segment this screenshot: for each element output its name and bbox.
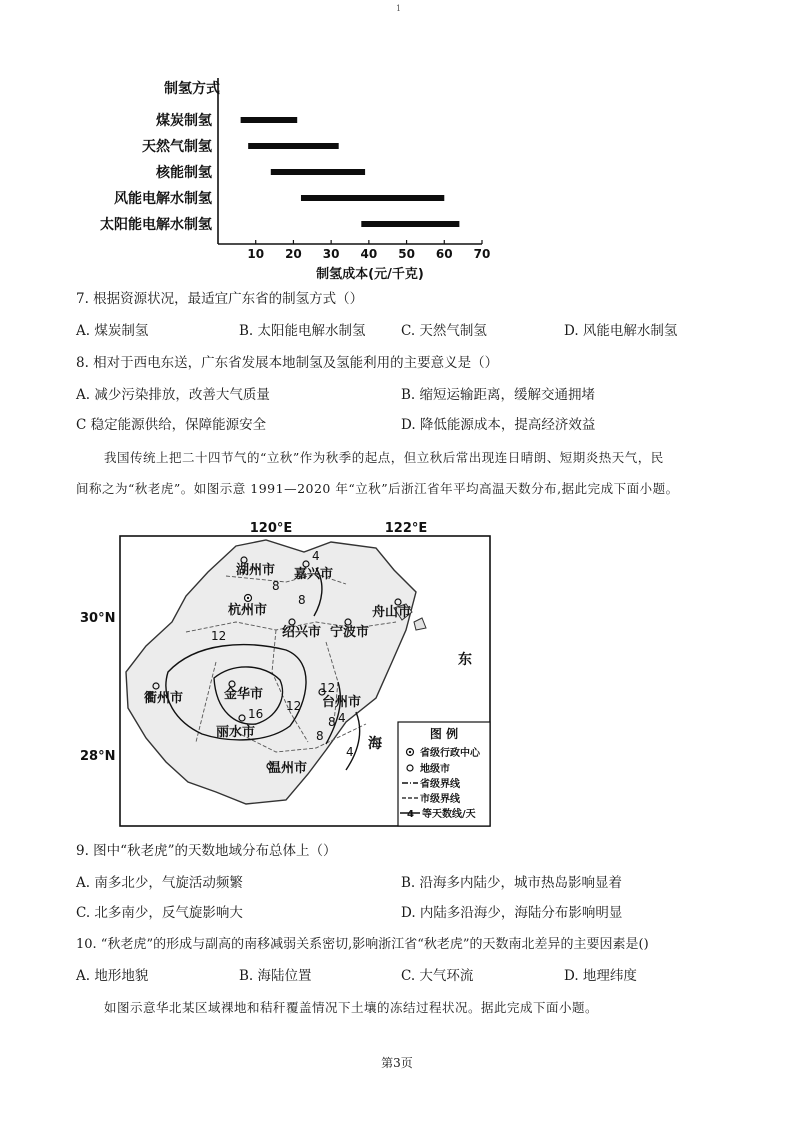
q7-option-c[interactable]: C. 天然气制氢 xyxy=(401,323,487,339)
isoline-value-7: 12 xyxy=(320,681,336,695)
legend-item-city-border: 市级界线 xyxy=(420,794,460,805)
city-huzhou: 湖州市 xyxy=(236,563,276,578)
q8-option-c[interactable]: C 稳定能源供给，保障能源安全 xyxy=(76,417,267,433)
q9-option-c[interactable]: C. 北多南少，反气旋影响大 xyxy=(76,905,243,921)
city-lishui: 丽水市 xyxy=(216,725,256,740)
q10-option-b[interactable]: B. 海陆位置 xyxy=(239,968,312,984)
range-bar-4 xyxy=(301,195,444,201)
q10-stem: 10. “秋老虎”的形成与副高的南移减弱关系密切,影响浙江省“秋老虎”的天数南北差异的主要因素是() xyxy=(76,937,649,952)
x-tick-label-50: 50 xyxy=(398,247,415,261)
chart-ylabel: 制氢方式 xyxy=(164,81,220,97)
isoline-value-4: 12 xyxy=(211,629,227,643)
city-shaoxing: 绍兴市 xyxy=(282,625,322,640)
isoline-value-3: 8 xyxy=(298,593,306,607)
x-tick-label-70: 70 xyxy=(473,247,491,261)
lon-label-122: 122°E xyxy=(384,521,428,536)
x-tick-label-40: 40 xyxy=(360,247,378,261)
category-label-3: 核能制氢 xyxy=(156,165,212,181)
range-bar-3 xyxy=(271,169,365,175)
category-label-5: 太阳能电解水制氢 xyxy=(100,217,212,233)
legend-isoline-sample: 4 xyxy=(407,809,414,820)
legend-item-prefecture-city: 地级市 xyxy=(420,764,450,775)
isoline-value-1: 4 xyxy=(312,549,320,563)
city-marker-hangzhou-dot xyxy=(247,597,249,599)
sea-label-hai: 海 xyxy=(368,736,382,752)
legend-item-provincial-border: 省级界线 xyxy=(420,779,460,790)
lat-label-30: 30°N xyxy=(80,611,116,626)
category-label-4: 风能电解水制氢 xyxy=(114,191,212,207)
lat-label-28: 28°N xyxy=(80,749,116,764)
range-bar-1 xyxy=(241,117,298,123)
zhejiang-map xyxy=(76,512,496,830)
isoline-value-9: 4 xyxy=(338,711,346,725)
x-tick-label-10: 10 xyxy=(247,247,265,261)
q8-option-d[interactable]: D. 降低能源成本，提高经济效益 xyxy=(401,417,596,433)
legend-provincial-center-dot xyxy=(409,751,411,753)
x-tick-label-20: 20 xyxy=(285,247,302,261)
intro2-line1: 我国传统上把二十四节气的“立秋”作为秋季的起点，但立秋后常出现连日晴朗、短期炎热天气，民 xyxy=(104,450,664,465)
city-ningbo: 宁波市 xyxy=(330,625,370,640)
q7-option-d[interactable]: D. 风能电解水制氢 xyxy=(564,323,678,339)
isoline-value-5: 12 xyxy=(286,699,302,713)
q9-option-d[interactable]: D. 内陆多沿海少，海陆分布影响明显 xyxy=(401,905,623,921)
city-hangzhou: 杭州市 xyxy=(228,603,268,618)
x-tick-label-30: 30 xyxy=(322,247,340,261)
q9-option-a[interactable]: A. 南多北少，气旋活动频繁 xyxy=(76,875,243,891)
sea-label-dong: 东 xyxy=(458,652,472,668)
city-zhoushan: 舟山市 xyxy=(372,605,412,620)
city-taizhou: 台州市 xyxy=(322,695,362,710)
q8-option-b[interactable]: B. 缩短运输距离，缓解交通拥堵 xyxy=(401,387,596,403)
isoline-value-11: 4 xyxy=(346,745,354,759)
city-jiaxing: 嘉兴市 xyxy=(294,567,334,582)
isoline-value-8: 8 xyxy=(328,715,336,729)
range-bar-2 xyxy=(248,143,339,149)
hydrogen-cost-chart xyxy=(70,70,500,285)
category-label-1: 煤炭制氢 xyxy=(156,113,212,129)
range-bar-5 xyxy=(361,221,459,227)
category-label-2: 天然气制氢 xyxy=(142,139,212,155)
map-legend xyxy=(398,722,490,826)
legend-item-isoline: 等天数线/天 xyxy=(422,809,476,820)
isoline-value-6: 16 xyxy=(248,707,264,721)
q7-stem: 7. 根据资源状况，最适宜广东省的制氢方式（） xyxy=(76,291,364,307)
q8-stem: 8. 相对于西电东送，广东省发展本地制氢及氢能利用的主要意义是（） xyxy=(76,355,499,371)
page-footer: 第3页 xyxy=(381,1056,413,1070)
q9-stem: 9. 图中“秋老虎”的天数地域分布总体上（） xyxy=(76,843,337,859)
isoline-value-10: 8 xyxy=(316,729,324,743)
q10-option-a[interactable]: A. 地形地貌 xyxy=(76,968,149,984)
q10-option-d[interactable]: D. 地理纬度 xyxy=(564,968,637,984)
isoline-value-2: 8 xyxy=(272,579,280,593)
chart-xlabel: 制氢成本(元/千克) xyxy=(316,267,424,282)
x-tick-label-60: 60 xyxy=(435,247,453,261)
lon-label-120: 120°E xyxy=(249,521,293,536)
q10-option-c[interactable]: C. 大气环流 xyxy=(401,968,474,984)
q7-option-b[interactable]: B. 太阳能电解水制氢 xyxy=(239,323,366,339)
city-wenzhou: 温州市 xyxy=(268,761,308,776)
city-quzhou: 衢州市 xyxy=(144,691,184,706)
legend-item-provincial-center: 省级行政中心 xyxy=(420,748,480,759)
q7-option-a[interactable]: A. 煤炭制氢 xyxy=(76,323,149,339)
city-jinhua: 金华市 xyxy=(224,687,264,702)
q8-option-a[interactable]: A. 减少污染排放，改善大气质量 xyxy=(76,387,270,403)
legend-title: 图 例 xyxy=(429,727,459,741)
intro3-text: 如图示意华北某区域裸地和秸秆覆盖情况下土壤的冻结过程状况。据此完成下面小题。 xyxy=(104,1000,599,1015)
page-top-mark: 1 xyxy=(396,4,402,13)
intro2-line2: 间称之为“秋老虎”。如图示意 1991—2020 年“立秋”后浙江省年平均高温天数分布,据此完成下面小题。 xyxy=(76,481,679,496)
q9-option-b[interactable]: B. 沿海多内陆少，城市热岛影响显着 xyxy=(401,875,623,891)
